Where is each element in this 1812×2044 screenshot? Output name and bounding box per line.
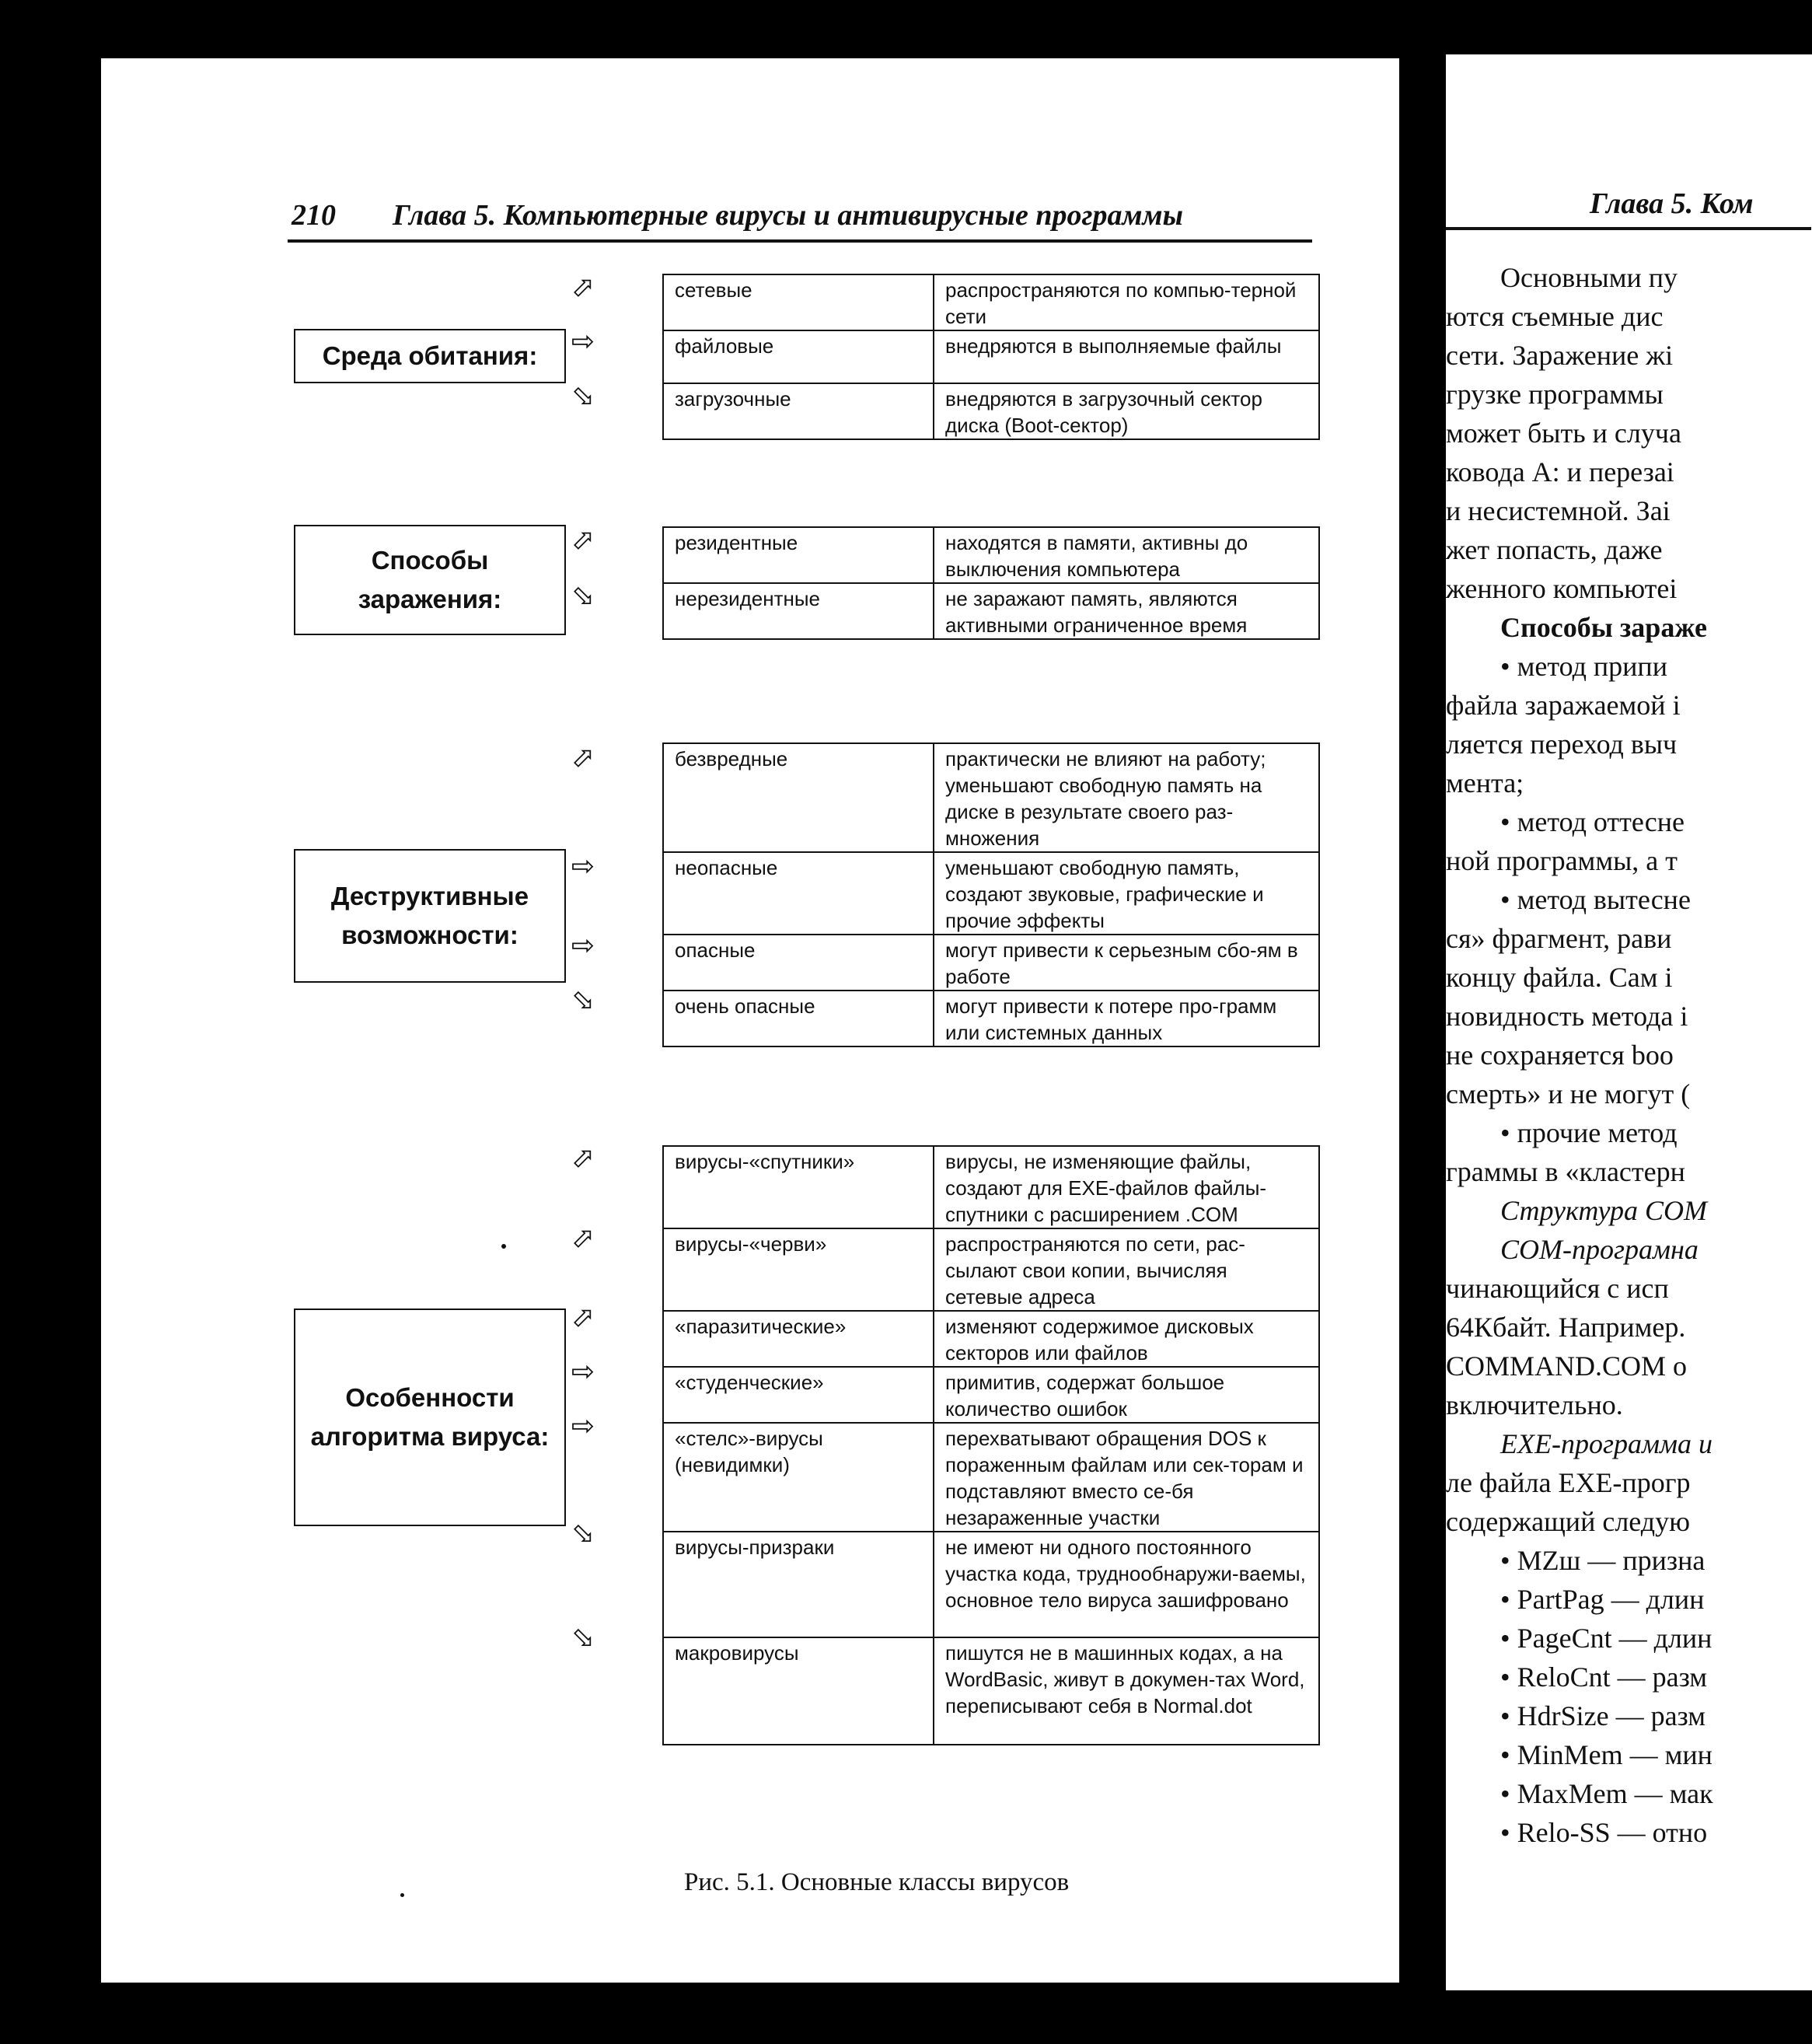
table-row	[663, 991, 1319, 1046]
table-row	[663, 852, 1319, 935]
row-desc: практически не влияют на работу; уменьшают свободную память на диске в результате своего раз-множения	[934, 743, 1319, 852]
right-text-line: чинающийся с исп	[1446, 1273, 1669, 1304]
right-text-line: содержащий следую	[1446, 1506, 1690, 1537]
right-page	[1446, 54, 1812, 1990]
right-text-line: файла заражаемой і	[1446, 690, 1681, 721]
right-text-line: COMMAND.COM о	[1446, 1350, 1688, 1382]
arrow-up-right-icon: ⬀	[571, 1142, 595, 1174]
scan-speck	[501, 1244, 506, 1249]
arrow-right-icon: ⇨	[571, 851, 595, 882]
group-label-infection: Способы заражения:	[294, 525, 566, 635]
row-desc: не имеют ни одного постоянного участка кода, труднообнаружи-ваемы, основное тело вируса зашифровано	[934, 1532, 1319, 1637]
table-row	[663, 1146, 1319, 1228]
destructive-table	[662, 742, 1320, 1047]
arrow-down-right-icon: ⬂	[571, 1622, 595, 1654]
right-text-line: включительно.	[1446, 1389, 1623, 1420]
table-row	[663, 1423, 1319, 1532]
right-text-line: • MinMem — мин	[1500, 1739, 1712, 1770]
arrow-up-right-icon: ⬀	[571, 742, 595, 774]
table-row	[663, 1637, 1319, 1745]
arrow-up-right-icon: ⬀	[571, 1302, 595, 1333]
row-desc: могут привести к серьезным сбо-ям в работе	[934, 935, 1319, 991]
scan-speck	[400, 1893, 404, 1897]
row-desc: перехватывают обращения DOS к пораженным файлам или сек-торам и подставляют вместо се-бя незараженные участки	[934, 1423, 1319, 1532]
table-row	[663, 935, 1319, 991]
row-name: вирусы-«спутники»	[663, 1146, 934, 1228]
right-text-line: • прочие метод	[1500, 1117, 1678, 1148]
arrow-up-right-icon: ⬀	[571, 271, 595, 303]
right-text-line: смерть» и не могут (	[1446, 1078, 1691, 1109]
left-page	[101, 58, 1399, 1983]
table-row	[663, 743, 1319, 852]
row-desc: внедряются в загрузочный сектор диска (Boot-сектор)	[934, 383, 1319, 439]
table-row	[663, 274, 1319, 330]
right-text-line: • MZш — призна	[1500, 1545, 1706, 1576]
right-text-line: ляется переход выч	[1446, 729, 1678, 760]
right-text-line: • PageCnt — длин	[1500, 1623, 1712, 1654]
right-text-line: ковода A: и перезаі	[1446, 456, 1674, 487]
right-text-line: • метод припи	[1500, 651, 1667, 682]
table-row	[663, 1311, 1319, 1367]
row-name: неопасные	[663, 852, 934, 935]
arrow-down-right-icon: ⬂	[571, 984, 595, 1016]
row-name: нерезидентные	[663, 583, 934, 639]
right-text-line: женного компьютеі	[1446, 573, 1678, 604]
table-row	[663, 383, 1319, 439]
row-name: «стелс»-вирусы (невидимки)	[663, 1423, 934, 1532]
table-row	[663, 1228, 1319, 1311]
arrow-right-icon: ⇨	[571, 1410, 595, 1442]
group-label-destructive: Деструктивные возможности:	[294, 849, 566, 983]
right-text-line: Структура COM	[1500, 1195, 1707, 1226]
row-name: вирусы-призраки	[663, 1532, 934, 1637]
arrow-down-right-icon: ⬂	[571, 1518, 595, 1550]
right-text-line: не сохраняется boo	[1446, 1039, 1674, 1071]
habitat-table	[662, 274, 1320, 440]
right-text-line: ются съемные дис	[1446, 301, 1664, 332]
right-text-line: концу файла. Сам і	[1446, 962, 1673, 993]
arrow-up-right-icon: ⬀	[571, 1222, 595, 1254]
arrow-up-right-icon: ⬀	[571, 524, 595, 556]
row-name: загрузочные	[663, 383, 934, 439]
row-name: вирусы-«черви»	[663, 1228, 934, 1311]
row-name: «студенческие»	[663, 1367, 934, 1423]
right-text-line: новидность метода і	[1446, 1001, 1688, 1032]
row-name: файловые	[663, 330, 934, 383]
row-desc: распространяются по сети, рас-сылают свои копии, вычисляя сетевые адреса	[934, 1228, 1319, 1311]
figure-caption: Рис. 5.1. Основные классы вирусов	[684, 1868, 1070, 1896]
table-row	[663, 1367, 1319, 1423]
right-text-line: COM-програмна	[1500, 1234, 1699, 1265]
header-rule	[288, 239, 1312, 243]
right-chapter-header: Глава 5. Ком	[1590, 187, 1754, 220]
arrow-right-icon: ⇨	[571, 326, 595, 358]
chapter-header: Глава 5. Компьютерные вирусы и антивирусные программы	[393, 199, 1183, 232]
group-label-habitat: Среда обитания:	[294, 329, 566, 383]
table-row	[663, 1532, 1319, 1637]
arrow-right-icon: ⇨	[571, 1356, 595, 1388]
right-text-line: 64Кбайт. Например.	[1446, 1312, 1686, 1343]
right-text-line: может быть и случа	[1446, 418, 1681, 449]
table-row	[663, 527, 1319, 583]
row-desc: уменьшают свободную память, создают звуковые, графические и прочие эффекты	[934, 852, 1319, 935]
right-page-text	[1446, 54, 1812, 1868]
row-name: сетевые	[663, 274, 934, 330]
right-text-line: • Relo-SS — отно	[1500, 1817, 1708, 1848]
right-text-line: ся» фрагмент, рави	[1446, 923, 1672, 954]
row-desc: вирусы, не изменяющие файлы, создают для EXE-файлов файлы-спутники с расширением .COM	[934, 1146, 1319, 1228]
page-number: 210	[292, 199, 336, 232]
group-label-algorithm: Особенности алгоритма вируса:	[294, 1309, 566, 1526]
arrow-down-right-icon: ⬂	[571, 380, 595, 412]
arrow-down-right-icon: ⬂	[571, 580, 595, 612]
right-text-line: жет попасть, даже	[1446, 534, 1663, 565]
right-text-line: • метод вытесне	[1500, 884, 1691, 915]
right-text-line: мента;	[1446, 767, 1524, 798]
right-text-line: и несистемной. Заі	[1446, 495, 1671, 526]
row-desc: распространяются по компью-терной сети	[934, 274, 1319, 330]
row-desc: могут привести к потере про-грамм или системных данных	[934, 991, 1319, 1046]
table-row	[663, 583, 1319, 639]
right-text-line: граммы в «кластерн	[1446, 1156, 1685, 1187]
row-name: безвредные	[663, 743, 934, 852]
row-desc: не заражают память, являются активными ограниченное время	[934, 583, 1319, 639]
row-desc: изменяют содержимое дисковых секторов или файлов	[934, 1311, 1319, 1367]
row-name: резидентные	[663, 527, 934, 583]
right-text-line: • PartPag — длин	[1500, 1584, 1705, 1615]
arrow-right-icon: ⇨	[571, 930, 595, 962]
right-text-line: • метод оттесне	[1500, 806, 1685, 837]
row-name: очень опасные	[663, 991, 934, 1046]
infection-table	[662, 526, 1320, 640]
right-text-line: ле файла EXE-прогр	[1446, 1467, 1691, 1498]
right-text-line: грузке программы	[1446, 379, 1664, 410]
right-text-line: EXE-программа и	[1500, 1428, 1712, 1459]
right-text-line: сети. Заражение жі	[1446, 340, 1674, 371]
right-text-line: Способы зараже	[1500, 612, 1707, 643]
algorithm-table	[662, 1145, 1320, 1745]
right-text-line: • HdrSize — разм	[1500, 1700, 1706, 1731]
right-text-line: • MaxMem — мак	[1500, 1778, 1713, 1809]
table-row	[663, 330, 1319, 383]
row-name: «паразитические»	[663, 1311, 934, 1367]
right-text-line: • ReloCnt — разм	[1500, 1661, 1708, 1693]
right-text-line: ной программы, а т	[1446, 845, 1678, 876]
row-desc: пишутся не в машинных кодах, а на WordBasic, живут в докумен-тах Word, переписывают себя в Normal.dot	[934, 1637, 1319, 1745]
right-text-line: Основными пу	[1500, 262, 1678, 293]
row-desc: примитив, содержат большое количество ошибок	[934, 1367, 1319, 1423]
row-name: макровирусы	[663, 1637, 934, 1745]
row-desc: внедряются в выполняемые файлы	[934, 330, 1319, 383]
row-desc: находятся в памяти, активны до выключения компьютера	[934, 527, 1319, 583]
row-name: опасные	[663, 935, 934, 991]
